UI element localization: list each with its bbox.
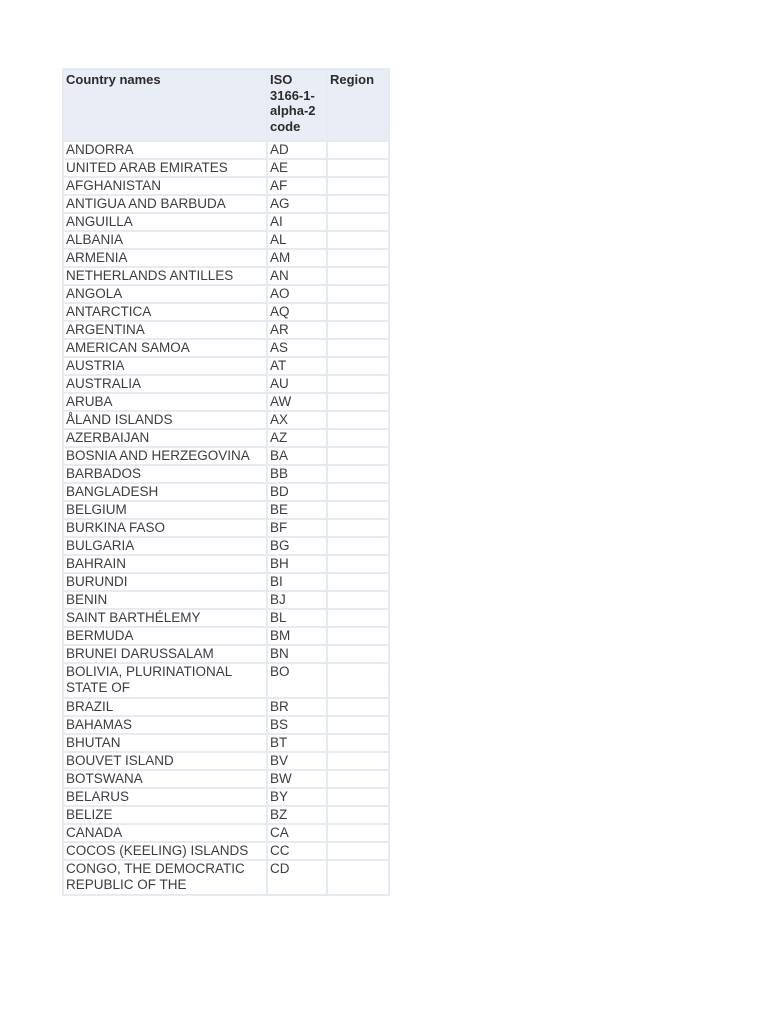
table-row xyxy=(63,842,389,860)
table-row xyxy=(63,591,389,609)
table-row xyxy=(63,339,389,357)
iso-code-cell: BN xyxy=(267,645,327,663)
country-name-cell: BELGIUM xyxy=(63,501,267,519)
region-cell xyxy=(327,716,389,734)
region-cell xyxy=(327,285,389,303)
iso-code-cell: BF xyxy=(267,519,327,537)
table-row xyxy=(63,267,389,285)
region-cell xyxy=(327,591,389,609)
country-name-cell: NETHERLANDS ANTILLES xyxy=(63,267,267,285)
region-cell xyxy=(327,339,389,357)
region-cell xyxy=(327,231,389,249)
country-name-cell: BURUNDI xyxy=(63,573,267,591)
region-cell xyxy=(327,411,389,429)
country-name-cell: UNITED ARAB EMIRATES xyxy=(63,159,267,177)
region-cell xyxy=(327,249,389,267)
country-name-cell: BELARUS xyxy=(63,788,267,806)
iso-code-cell: AF xyxy=(267,177,327,195)
country-name-cell: AUSTRIA xyxy=(63,357,267,375)
iso-code-cell: BD xyxy=(267,483,327,501)
iso-code-cell: AR xyxy=(267,321,327,339)
country-name-cell: BELIZE xyxy=(63,806,267,824)
table-row xyxy=(63,213,389,231)
country-name-cell: BULGARIA xyxy=(63,537,267,555)
table-body xyxy=(63,141,389,895)
region-cell xyxy=(327,860,389,895)
region-cell xyxy=(327,501,389,519)
iso-code-cell: AD xyxy=(267,141,327,159)
country-name-cell: CANADA xyxy=(63,824,267,842)
iso-code-cell: BJ xyxy=(267,591,327,609)
country-name-cell: BURKINA FASO xyxy=(63,519,267,537)
iso-code-cell: AS xyxy=(267,339,327,357)
iso-code-cell: BE xyxy=(267,501,327,519)
table-row xyxy=(63,609,389,627)
header-iso-code: ISO 3166-1-alpha-2 code xyxy=(267,69,327,141)
table-row xyxy=(63,321,389,339)
iso-code-cell: BO xyxy=(267,663,327,698)
table-row xyxy=(63,573,389,591)
country-name-cell: AZERBAIJAN xyxy=(63,429,267,447)
iso-code-cell: BV xyxy=(267,752,327,770)
country-name-cell: ARMENIA xyxy=(63,249,267,267)
region-cell xyxy=(327,267,389,285)
country-name-cell: ANTIGUA AND BARBUDA xyxy=(63,195,267,213)
iso-code-cell: AO xyxy=(267,285,327,303)
table-row xyxy=(63,734,389,752)
table-row xyxy=(63,195,389,213)
region-cell xyxy=(327,213,389,231)
region-cell xyxy=(327,842,389,860)
table-row xyxy=(63,231,389,249)
country-name-cell: CONGO, THE DEMOCRATIC REPUBLIC OF THE xyxy=(63,860,267,895)
table-row xyxy=(63,752,389,770)
iso-code-cell: BH xyxy=(267,555,327,573)
country-name-cell: ALBANIA xyxy=(63,231,267,249)
country-name-cell: AUSTRALIA xyxy=(63,375,267,393)
region-cell xyxy=(327,788,389,806)
table-header-row xyxy=(63,69,389,141)
table-row xyxy=(63,860,389,895)
iso-code-cell: BI xyxy=(267,573,327,591)
country-name-cell: ANDORRA xyxy=(63,141,267,159)
table-row xyxy=(63,645,389,663)
table-row xyxy=(63,285,389,303)
iso-code-cell: BW xyxy=(267,770,327,788)
table-row xyxy=(63,411,389,429)
region-cell xyxy=(327,303,389,321)
region-cell xyxy=(327,195,389,213)
table-row xyxy=(63,824,389,842)
region-cell xyxy=(327,375,389,393)
region-cell xyxy=(327,321,389,339)
country-name-cell: BHUTAN xyxy=(63,734,267,752)
region-cell xyxy=(327,609,389,627)
iso-code-cell: AN xyxy=(267,267,327,285)
region-cell xyxy=(327,393,389,411)
table-row xyxy=(63,429,389,447)
country-name-cell: ARGENTINA xyxy=(63,321,267,339)
country-name-cell: ANGOLA xyxy=(63,285,267,303)
country-name-cell: BERMUDA xyxy=(63,627,267,645)
region-cell xyxy=(327,734,389,752)
country-name-cell: BOTSWANA xyxy=(63,770,267,788)
region-cell xyxy=(327,177,389,195)
table-row xyxy=(63,447,389,465)
region-cell xyxy=(327,698,389,716)
country-name-cell: ÅLAND ISLANDS xyxy=(63,411,267,429)
country-name-cell: ANTARCTICA xyxy=(63,303,267,321)
table-row xyxy=(63,393,389,411)
region-cell xyxy=(327,537,389,555)
iso-code-cell: BS xyxy=(267,716,327,734)
header-region: Region xyxy=(327,69,389,141)
iso-code-cell: BG xyxy=(267,537,327,555)
table-row xyxy=(63,806,389,824)
iso-code-cell: CC xyxy=(267,842,327,860)
country-name-cell: BAHAMAS xyxy=(63,716,267,734)
table-row xyxy=(63,177,389,195)
iso-code-cell: AX xyxy=(267,411,327,429)
region-cell xyxy=(327,752,389,770)
table-row xyxy=(63,249,389,267)
country-name-cell: BRUNEI DARUSSALAM xyxy=(63,645,267,663)
country-name-cell: BOLIVIA, PLURINATIONAL STATE OF xyxy=(63,663,267,698)
table-row xyxy=(63,519,389,537)
country-name-cell: BARBADOS xyxy=(63,465,267,483)
region-cell xyxy=(327,357,389,375)
table-row xyxy=(63,555,389,573)
region-cell xyxy=(327,645,389,663)
table-row xyxy=(63,501,389,519)
country-name-cell: COCOS (KEELING) ISLANDS xyxy=(63,842,267,860)
iso-code-cell: AU xyxy=(267,375,327,393)
iso-code-cell: BB xyxy=(267,465,327,483)
header-country-names: Country names xyxy=(63,69,267,141)
table-row xyxy=(63,141,389,159)
table-row xyxy=(63,357,389,375)
country-name-cell: BENIN xyxy=(63,591,267,609)
iso-code-cell: AZ xyxy=(267,429,327,447)
iso-code-cell: AM xyxy=(267,249,327,267)
table-row xyxy=(63,465,389,483)
country-name-cell: AFGHANISTAN xyxy=(63,177,267,195)
region-cell xyxy=(327,141,389,159)
table-row xyxy=(63,159,389,177)
country-name-cell: ANGUILLA xyxy=(63,213,267,231)
iso-code-cell: AG xyxy=(267,195,327,213)
iso-code-cell: AW xyxy=(267,393,327,411)
table-row xyxy=(63,788,389,806)
region-cell xyxy=(327,465,389,483)
table-row xyxy=(63,716,389,734)
country-name-cell: BRAZIL xyxy=(63,698,267,716)
region-cell xyxy=(327,806,389,824)
region-cell xyxy=(327,824,389,842)
iso-code-cell: AI xyxy=(267,213,327,231)
country-name-cell: BANGLADESH xyxy=(63,483,267,501)
table-row xyxy=(63,663,389,698)
region-cell xyxy=(327,573,389,591)
region-cell xyxy=(327,483,389,501)
region-cell xyxy=(327,159,389,177)
iso-code-cell: BM xyxy=(267,627,327,645)
table-row xyxy=(63,698,389,716)
iso-code-cell: BR xyxy=(267,698,327,716)
iso-code-cell: CA xyxy=(267,824,327,842)
iso-code-cell: AL xyxy=(267,231,327,249)
table-row xyxy=(63,303,389,321)
region-cell xyxy=(327,663,389,698)
iso-code-cell: CD xyxy=(267,860,327,895)
iso-code-cell: BL xyxy=(267,609,327,627)
region-cell xyxy=(327,627,389,645)
iso-code-cell: BT xyxy=(267,734,327,752)
iso-code-cell: BZ xyxy=(267,806,327,824)
region-cell xyxy=(327,770,389,788)
table-row xyxy=(63,537,389,555)
table-row xyxy=(63,770,389,788)
region-cell xyxy=(327,447,389,465)
country-name-cell: SAINT BARTHÉLEMY xyxy=(63,609,267,627)
table-row xyxy=(63,627,389,645)
table-row xyxy=(63,375,389,393)
country-name-cell: BAHRAIN xyxy=(63,555,267,573)
region-cell xyxy=(327,429,389,447)
iso-code-cell: AQ xyxy=(267,303,327,321)
country-name-cell: BOUVET ISLAND xyxy=(63,752,267,770)
iso-code-cell: AE xyxy=(267,159,327,177)
country-code-table xyxy=(62,68,390,896)
region-cell xyxy=(327,519,389,537)
iso-code-cell: BY xyxy=(267,788,327,806)
iso-code-cell: BA xyxy=(267,447,327,465)
country-name-cell: BOSNIA AND HERZEGOVINA xyxy=(63,447,267,465)
country-name-cell: AMERICAN SAMOA xyxy=(63,339,267,357)
country-name-cell: ARUBA xyxy=(63,393,267,411)
table-row xyxy=(63,483,389,501)
region-cell xyxy=(327,555,389,573)
iso-code-cell: AT xyxy=(267,357,327,375)
